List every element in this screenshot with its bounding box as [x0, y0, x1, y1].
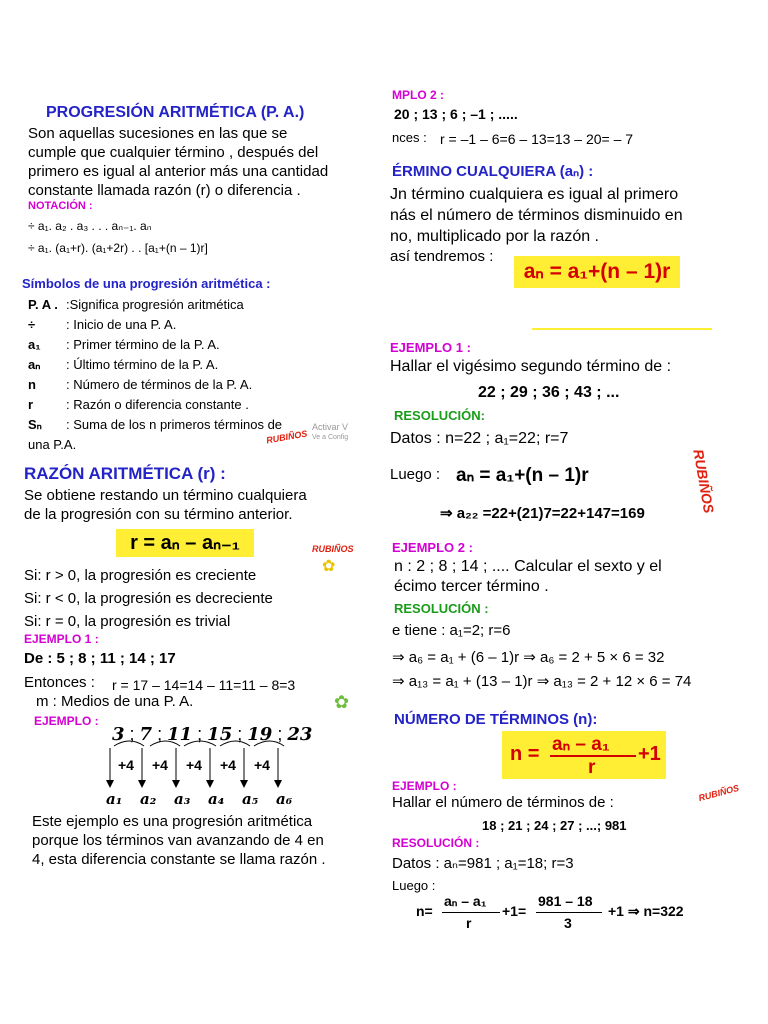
symbol-desc: : Suma de los n primeros términos de [66, 417, 283, 432]
ejemplo2r-text-2: écimo tercer término . [394, 578, 549, 595]
divider [532, 328, 712, 330]
final-line: porque los términos van avanzando de 4 en [32, 832, 324, 849]
res3-f2-denominator: 3 [564, 915, 572, 931]
ejemplo1r-seq: 22 ; 29 ; 36 ; 43 ; ... [478, 384, 620, 401]
seq-label: a₆ [276, 790, 293, 808]
symbol: r [28, 397, 34, 412]
numero-terminos-title: NÚMERO DE TÉRMINOS (n): [394, 711, 598, 728]
res3-f1-numerator: aₙ – a₁ [444, 893, 487, 909]
resolucion1-formula: aₙ = a₁+(n – 1)r [456, 465, 589, 486]
seq-diff: +4 [152, 757, 168, 773]
ejemplo1-entonces: Entonces : [24, 674, 95, 691]
case-line: Si: r = 0, la progresión es trivial [24, 613, 231, 630]
pa-desc-line: Son aquellas sucesiones en las que se [28, 125, 288, 142]
symbol-tail: una P.A. [28, 437, 77, 452]
res3-end: +1 ⇒ n=322 [608, 903, 684, 919]
seq-term: 19 [247, 724, 273, 745]
case-line: Si: r < 0, la progresión es decreciente [24, 590, 273, 607]
razon-cases [24, 564, 273, 633]
final-line: Este ejemplo es una progresión aritmética [32, 813, 313, 830]
symbol: n [28, 377, 36, 392]
symbols-list [28, 295, 282, 455]
pa-desc-line: cumple que cualquier término , después del [28, 144, 319, 161]
rubinos-logo: RUBIÑOS [690, 448, 718, 515]
resolucion3-datos: Datos : aₙ=981 ; a₁=18; r=3 [392, 855, 574, 872]
symbol: P. A . [28, 297, 58, 312]
res3-f1-denominator: r [466, 915, 472, 931]
ejemplo3-text: Hallar el número de términos de : [392, 794, 614, 811]
seq-label: a₄ [208, 790, 225, 808]
seq-diff: +4 [186, 757, 202, 773]
ejemplo3-seq: 18 ; 21 ; 24 ; 27 ; ...; 981 [482, 818, 627, 833]
symbol-desc: :Significa progresión aritmética [66, 297, 244, 312]
seq-term: 7 [139, 724, 153, 745]
nt-denominator: r [588, 757, 596, 778]
symbol-desc: : Primer término de la P. A. [66, 337, 220, 352]
seq-term: 15 [207, 724, 233, 745]
razon-title: RAZÓN ARITMÉTICA (r) : [24, 464, 226, 483]
symbol-desc: : Razón o diferencia constante . [66, 397, 249, 412]
seq-label: a₂ [140, 790, 157, 808]
seq-labels [106, 790, 310, 808]
razon-desc-line: de la progresión con su término anterior. [24, 506, 293, 523]
termino-desc-line: no, multiplicado por la razón . [390, 228, 599, 245]
razon-desc-line: Se obtiene restando un término cualquiera [24, 487, 307, 504]
ejemplo1r-label: EJEMPLO 1 : [390, 340, 471, 355]
final-line: 4, esta diferencia constante se llama razón . [32, 851, 326, 868]
res3-f1-bar [442, 912, 500, 913]
seq-terms: 3 ; 7 ; 11 ; 15 ; 19 ; 23 [112, 724, 313, 745]
symbol-row [28, 315, 282, 335]
nt-numerator: aₙ – a₁ [552, 734, 610, 755]
seq-term: 23 [287, 724, 313, 745]
symbol: Sₙ [28, 417, 42, 432]
seq-term: 3 [112, 724, 125, 745]
seq-diff: +4 [254, 757, 270, 773]
res3-f2-bar [536, 912, 602, 913]
res3-n: n= [416, 903, 433, 919]
seq-diff: +4 [118, 757, 134, 773]
notacion-line-2: ÷ a₁. (a₁+r). (a₁+2r) . . [a₁+(n – 1)r] [28, 241, 208, 255]
termino-description [390, 184, 683, 247]
pa-desc-line: primero es igual al anterior más una cantidad [28, 163, 329, 180]
seq-term: 11 [167, 724, 193, 745]
ejemplo3-label: EJEMPLO : [392, 779, 457, 793]
flower-icon: ✿ [334, 692, 350, 712]
resolucion1-result: ⇒ a₂₂ =22+(21)7=22+147=169 [440, 505, 645, 522]
symbol-row [28, 355, 282, 375]
resolucion2-a13: ⇒ a₁₃ = a₁ + (13 – 1)r ⇒ a₁₃ = 2 + 12 × 6 = 74 [392, 673, 692, 690]
symbol: aₙ [28, 357, 41, 372]
termino-formula: aₙ = a₁+(n – 1)r [514, 256, 680, 288]
seq-label: a₅ [242, 790, 259, 808]
ejemplo2-calc: r = –1 – 6=6 – 13=13 – 20= – 7 [440, 131, 634, 147]
symbol-row [28, 295, 282, 315]
resolucion1-label: RESOLUCIÓN: [394, 408, 485, 423]
ejemplo2r-label: EJEMPLO 2 : [392, 540, 473, 555]
notacion-label: NOTACIÓN : [28, 200, 93, 212]
symbol-desc: : Último término de la P. A. [66, 357, 219, 372]
ejemplo1r-text: Hallar el vigésimo segundo término de : [390, 358, 672, 375]
resolucion2-a6: ⇒ a₆ = a₁ + (6 – 1)r ⇒ a₆ = 2 + 5 × 6 = 32 [392, 649, 665, 666]
res3-f2-numerator: 981 – 18 [538, 893, 593, 909]
symbol-desc: : Inicio de una P. A. [66, 317, 177, 332]
ejemplo2-entonces: nces : [392, 130, 427, 145]
ejemplo2-label: MPLO 2 : [392, 88, 445, 102]
res3-mid: +1= [502, 903, 527, 919]
pa-desc-line: constante llamada razón (r) o diferencia . [28, 182, 301, 199]
final-text [32, 812, 326, 869]
pa-description [28, 124, 328, 200]
ejemplo2r-text-1: n : 2 ; 8 ; 14 ; .... Calcular el sexto y el [394, 558, 662, 575]
flower-icon: ✿ [322, 558, 336, 575]
rubinos-logo: RUBIÑOS [312, 544, 354, 554]
seq-label: a₁ [106, 790, 123, 808]
resolucion2-label: RESOLUCIÓN : [394, 601, 489, 616]
asi-tendremos: así tendremos : [390, 248, 494, 265]
ejemplo1-calc: r = 17 – 14=14 – 11=11 – 8=3 [112, 677, 296, 693]
ejemplo1-sequence: De : 5 ; 8 ; 11 ; 14 ; 17 [24, 650, 176, 667]
razon-description [24, 486, 307, 524]
symbol-row [28, 415, 282, 435]
case-line: Si: r > 0, la progresión es creciente [24, 567, 257, 584]
pa-title: PROGRESIÓN ARITMÉTICA (P. A.) [46, 104, 305, 121]
watermark-line-2: Ve a Config [312, 434, 349, 441]
seq-diff: +4 [220, 757, 236, 773]
watermark-line-1: Activar V [312, 422, 349, 432]
termino-desc-line: nás el número de términos disminuido en [390, 207, 683, 224]
numero-terminos-formula [502, 731, 666, 779]
seq-diffs [118, 757, 288, 773]
rubinos-logo: RUBIÑOS [265, 428, 309, 446]
nt-plus: +1 [638, 743, 661, 765]
ejemplo-label: EJEMPLO : [34, 714, 99, 728]
notacion-line-1: ÷ a₁. a₂ . a₃ . . . aₙ₋₁. aₙ [28, 219, 152, 233]
medios-line: m : Medios de una P. A. [36, 693, 194, 710]
resolucion1-datos: Datos : n=22 ; a₁=22; r=7 [390, 430, 569, 447]
symbol-row [28, 375, 282, 395]
termino-title: ÉRMINO CUALQUIERA (aₙ) : [392, 163, 594, 180]
symbol-row [28, 335, 282, 355]
resolucion3-formula [414, 893, 714, 933]
ejemplo1-label: EJEMPLO 1 : [24, 632, 99, 646]
symbol: a₁ [28, 337, 41, 352]
termino-desc-line: Jn término cualquiera es igual al primero [390, 186, 679, 203]
rubinos-logo: RUBIÑOS [697, 782, 741, 804]
resolucion2-tiene: e tiene : a₁=2; r=6 [392, 622, 511, 639]
seq-label: a₃ [174, 790, 191, 808]
razon-formula: r = aₙ – aₙ₋₁ [116, 529, 254, 557]
symbol-desc: : Número de términos de la P. A. [66, 377, 253, 392]
ejemplo2-sequence: 20 ; 13 ; 6 ; –1 ; ..... [394, 106, 518, 122]
symbol: ÷ [28, 317, 36, 332]
resolucion1-luego: Luego : [390, 466, 441, 483]
resolucion3-label: RESOLUCIÓN : [392, 836, 480, 850]
symbol-row [28, 395, 282, 415]
resolucion3-luego: Luego : [392, 878, 436, 893]
symbols-title: Símbolos de una progresión aritmética : [22, 276, 271, 291]
nt-lhs: n = [510, 743, 540, 765]
